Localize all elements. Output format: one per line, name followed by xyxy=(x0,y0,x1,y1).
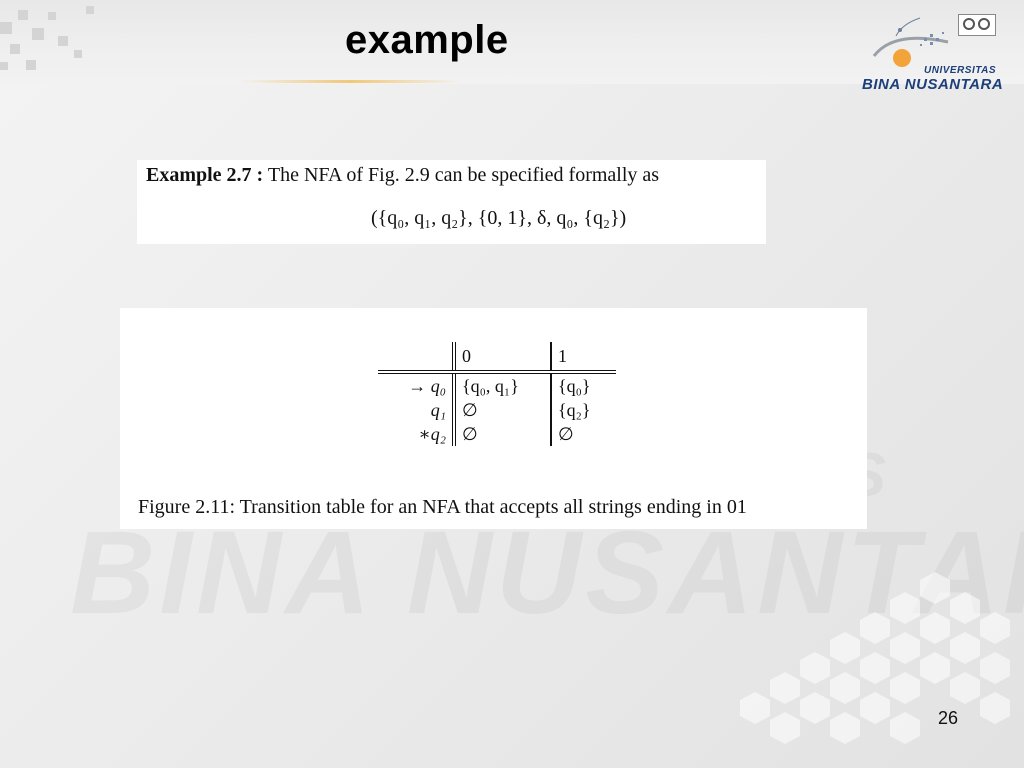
table-cell: ∅ xyxy=(551,422,616,446)
title-underline-accent xyxy=(240,80,460,83)
table-state-cell: q₁ xyxy=(430,399,446,420)
slide-title: example xyxy=(345,18,509,62)
honeycomb-decoration xyxy=(700,560,1024,768)
figure-panel xyxy=(120,308,867,529)
transition-table xyxy=(378,342,616,446)
table-row xyxy=(378,398,616,422)
example-statement xyxy=(146,164,659,187)
table-header-corner xyxy=(378,342,454,372)
table-cell: {q₀} xyxy=(551,372,616,398)
table-cell: ∅ xyxy=(454,398,551,422)
logo-university-text: UNIVERSITAS xyxy=(924,65,996,76)
example-text: The NFA of Fig. 2.9 can be specified formally as xyxy=(267,164,660,186)
table-header-0: 0 xyxy=(454,342,551,372)
page-number: 26 xyxy=(938,708,959,728)
corner-decoration xyxy=(0,0,110,80)
example-formula: ({q₀, q₁, q₂}, {0, 1}, δ, q₀, {q₂}) xyxy=(371,207,627,229)
table-header-row xyxy=(378,342,616,372)
table-cell: ∅ xyxy=(454,422,551,446)
figure-caption: Figure 2.11: Transition table for an NFA that accepts all strings ending in 01 xyxy=(138,496,747,518)
example-panel xyxy=(137,160,766,244)
table-cell: {q₂} xyxy=(551,398,616,422)
table-cell: {q₀, q₁} xyxy=(454,372,551,398)
table-header-1: 1 xyxy=(551,342,616,372)
logo-name-text: BINA NUSANTARA xyxy=(862,76,1004,93)
university-logo xyxy=(860,12,1010,102)
table-state-cell: → q₀ xyxy=(408,375,446,396)
table-row xyxy=(378,422,616,446)
example-label: Example 2.7 : xyxy=(146,164,264,186)
table-row xyxy=(378,372,616,398)
table-state-cell: ∗q₂ xyxy=(418,423,446,444)
